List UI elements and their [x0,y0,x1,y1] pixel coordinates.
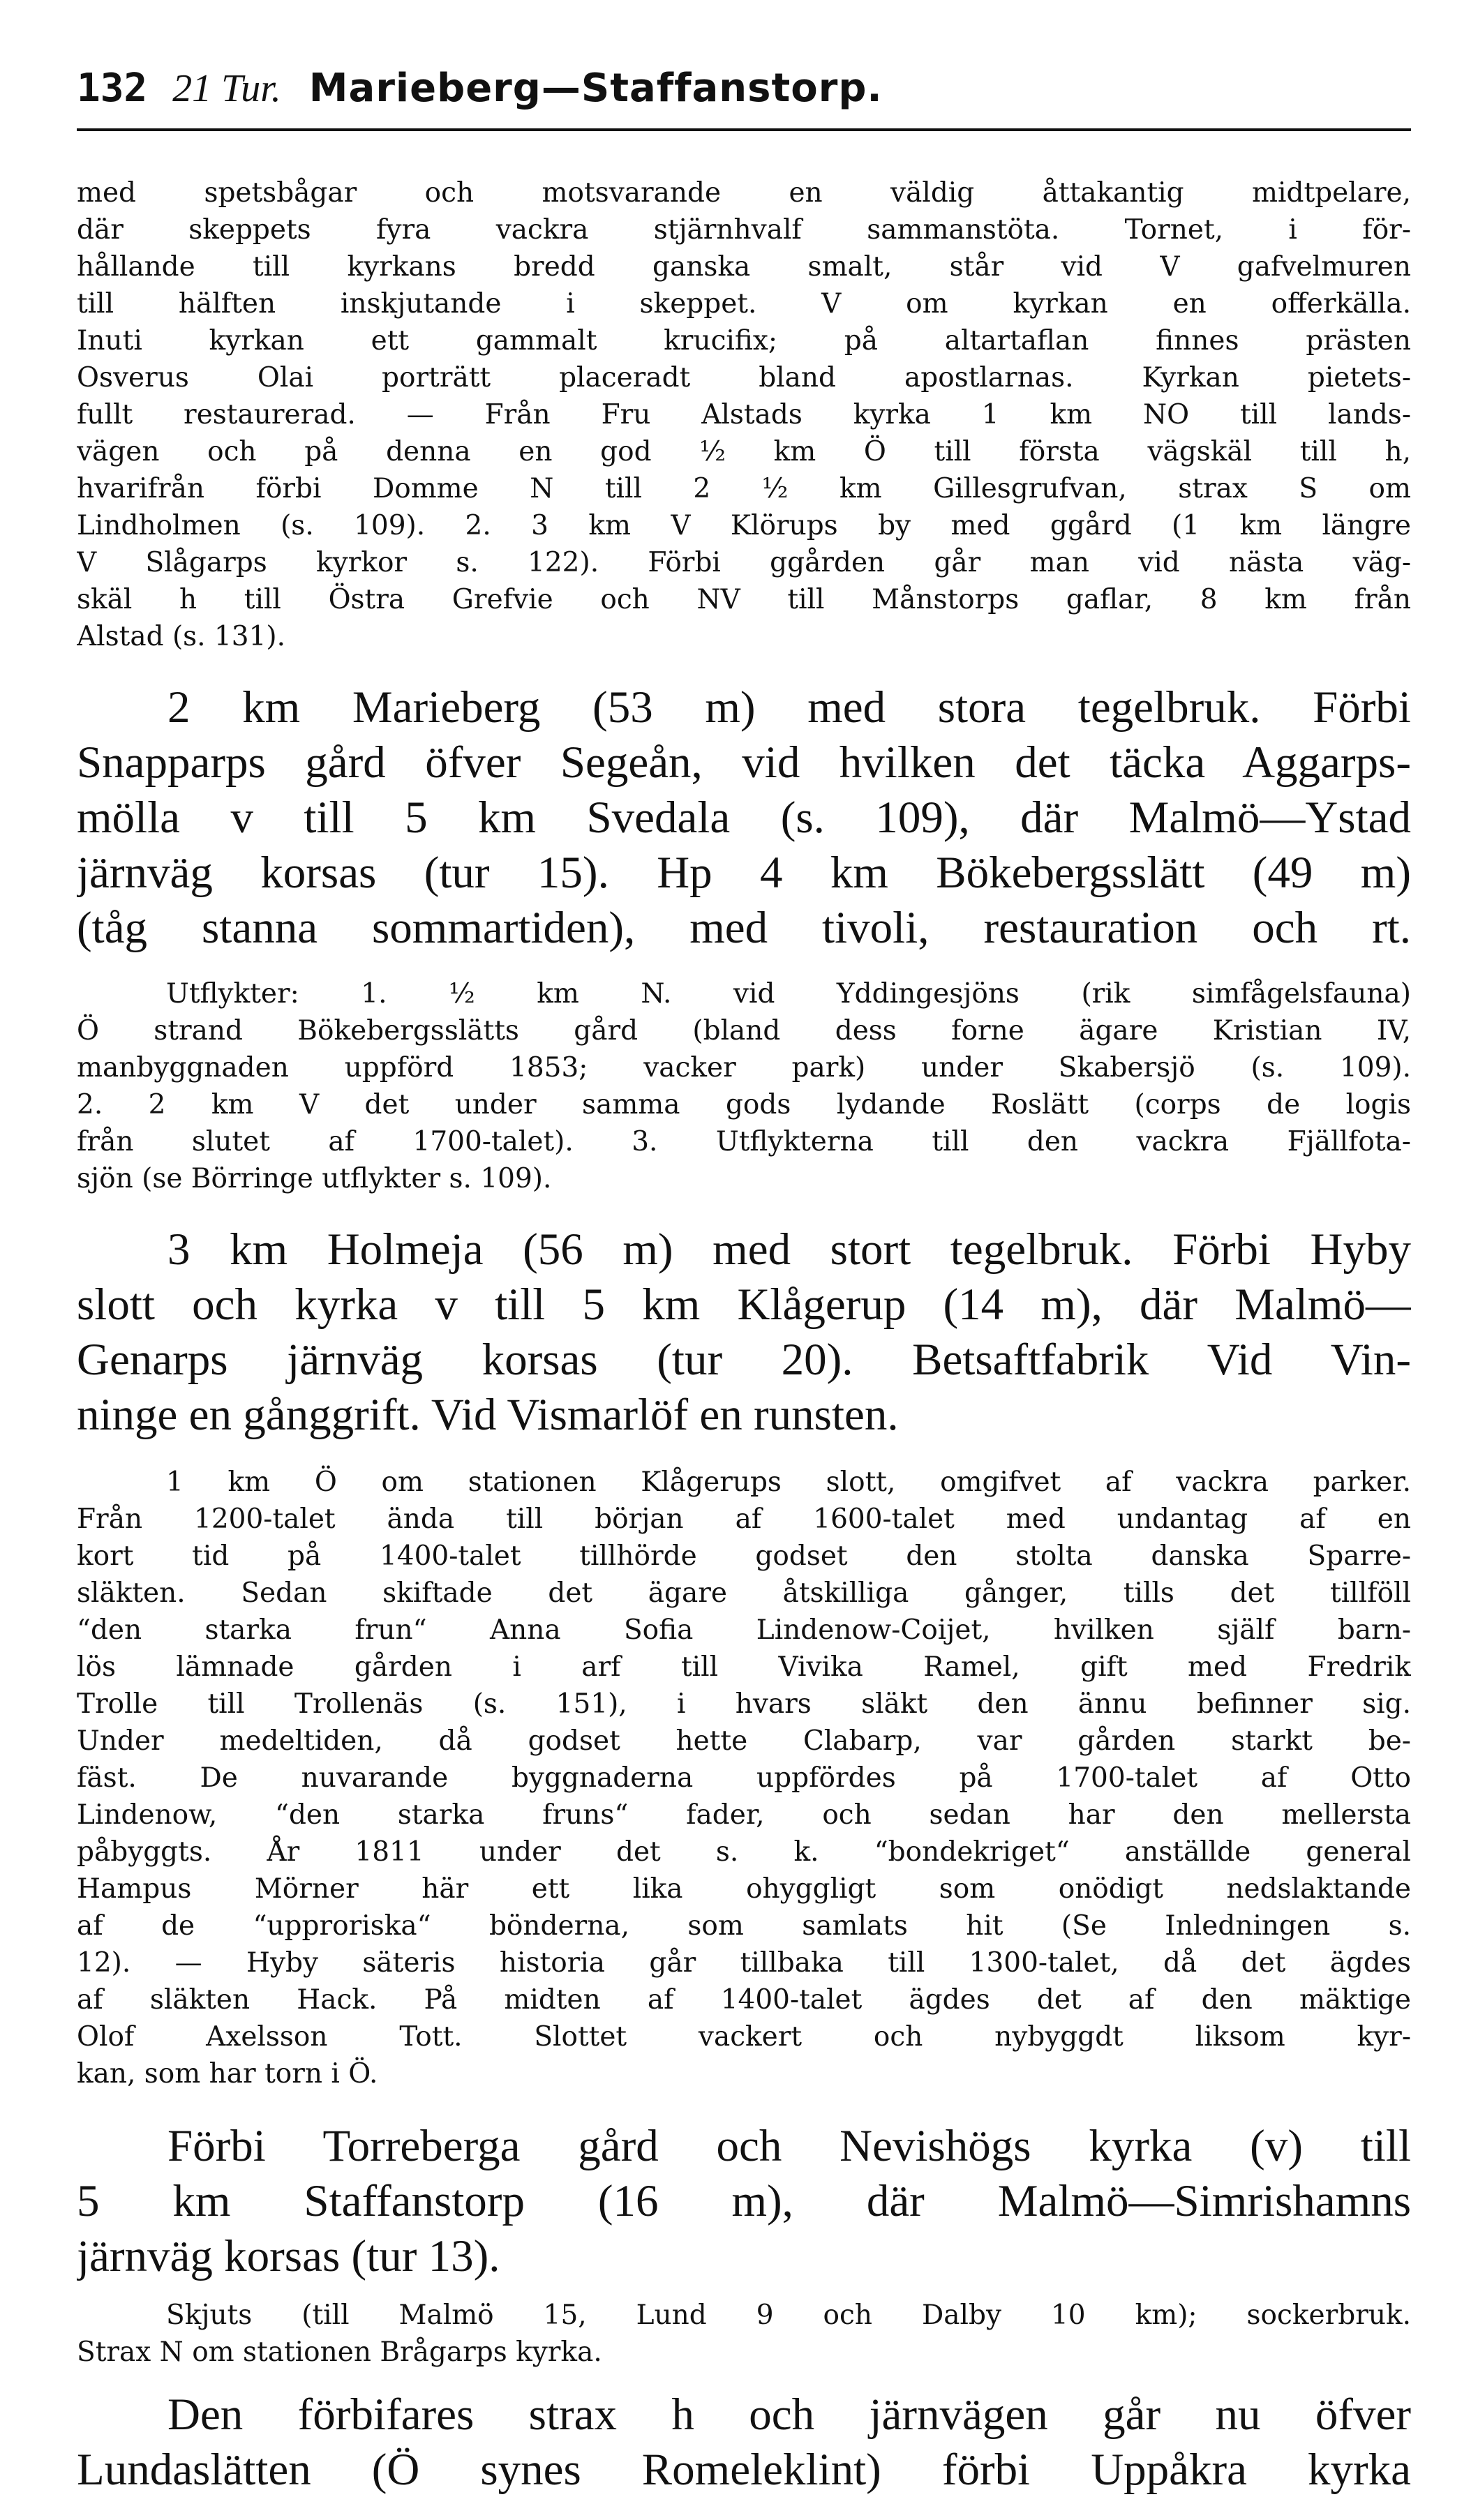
text-line: släkten. Sedan skiftade det ägare åtskilliga gånger, tills det tillföll [77,1577,1411,1609]
text-line: manbyggnaden uppförd 1853; vacker park) under Skabersjö (s. 109). [77,1052,1411,1083]
text-line: Lundaslätten (Ö synes Romeleklint) förbi Uppåkra kyrka [77,2445,1411,2495]
text-line: med spetsbågar och motsvarande en väldig åttakantig midtpelare, [77,177,1411,209]
text-line: till hälften inskjutande i skeppet. V om kyrkan en offerkälla. [77,288,1411,320]
text-line: (tåg stanna sommartiden), med tivoli, restauration och rt. [77,903,1411,953]
text-line: Snapparps gård öfver Segeån, vid hvilken det täcka Aggarps- [77,737,1411,788]
paragraph-lundaslatten [77,2387,1411,2498]
text-line: slott och kyrka v till 5 km Klågerup (14 m), där Malmö— [77,1280,1411,1330]
text-line: Under medeltiden, då godset hette Clabarp, var gården starkt be- [77,1725,1411,1757]
tour-label: 21 Tur. [172,67,281,110]
paragraph-klagerup-history [77,1464,1411,2092]
route-title: Marieberg—Staffanstorp. [308,66,883,111]
text-line: Olof Axelsson Tott. Slottet vackert och nybyggdt liksom kyr- [77,2021,1411,2053]
text-line: Lindholmen (s. 109). 2. 3 km V Klörups by med ggård (1 km längre [77,510,1411,541]
paragraph-excursions [77,975,1411,1197]
text-line: Ö strand Bökebergsslätts gård (bland dess forne ägare Kristian IV, [77,1015,1411,1047]
text-line: påbyggts. År 1811 under det s. k. “bondekriget“ anställde general [77,1836,1411,1868]
text-line: fullt restaurerad. — Från Fru Alstads kyrka 1 km NO till lands- [77,399,1411,430]
text-line: Inuti kyrkan ett gammalt krucifix; på altartaflan finnes prästen [77,325,1411,357]
text-line: där skeppets fyra vackra stjärnhvalf sammanstöta. Tornet, i för- [77,214,1411,246]
text-line: “den starka frun“ Anna Sofia Lindenow-Coijet, hvilken själf barn- [77,1614,1411,1646]
text-line: Från 1200-talet ända till början af 1600-talet med undantag af en [77,1503,1411,1535]
text-line: Alstad (s. 131). [77,621,286,652]
text-line: 5 km Staffanstorp (16 m), där Malmö—Simrishamns [77,2176,1411,2226]
text-line: Lindenow, “den starka fruns“ fader, och sedan har den mellersta [77,1799,1411,1831]
text-line: V Slågarps kyrkor s. 122). Förbi ggården går man vid nästa väg- [77,547,1411,578]
text-line: Förbi Torreberga gård och Nevishögs kyrka (v) till [167,2121,1411,2171]
text-line: hållande till kyrkans bredd ganska smalt, står vid V gafvelmuren [77,251,1411,283]
text-line: sjön (se Börringe utflykter s. 109). [77,1163,552,1194]
text-line: vägen och på denna en god ½ km Ö till första vägskäl till h, [77,436,1411,467]
paragraph-marieberg [77,680,1411,956]
text-line: skäl h till Östra Grefvie och NV till Månstorps gaflar, 8 km från [77,584,1411,615]
page-number: 132 [77,66,148,111]
text-line: från slutet af 1700-talet). 3. Utflykterna till den vackra Fjällfota- [77,1126,1411,1157]
text-line: af de “upproriska“ bönderna, som samlats hit (Se Inledningen s. [77,1910,1411,1942]
text-line: 3 km Holmeja (56 m) med stort tegelbruk. Förbi Hyby [167,1224,1411,1275]
paragraph-church-description [77,174,1411,655]
text-line: hvarifrån förbi Domme N till 2 ½ km Gillesgrufvan, strax S om [77,473,1411,504]
text-line: Osverus Olai porträtt placeradt bland apostlarnas. Kyrkan pietets- [77,362,1411,393]
text-line: Den förbifares strax h och järnvägen går nu öfver [167,2390,1411,2440]
text-line: mölla v till 5 km Svedala (s. 109), där Malmö—Ystad [77,793,1411,843]
text-line: fäst. De nuvarande byggnaderna uppfördes på 1700-talet af Otto [77,1762,1411,1794]
running-header [77,64,1411,131]
text-line: kort tid på 1400-talet tillhörde godset den stolta danska Sparre- [77,1540,1411,1572]
text-line: 1 km Ö om stationen Klågerups slott, omgifvet af vackra parker. [166,1467,1411,1498]
paragraph-staffanstorp [77,2119,1411,2284]
paragraph-holmeja [77,1222,1411,1443]
text-line: af släkten Hack. På midten af 1400-talet ägdes det af den mäktige [77,1984,1411,2016]
text-line: Utflykter: 1. ½ km N. vid Yddingesjöns (rik simfågelsfauna) [166,978,1411,1010]
text-line: Strax N om stationen Brågarps kyrka. [77,2337,602,2368]
text-line: Hampus Mörner här ett lika ohyggligt som onödigt nedslaktande [77,1873,1411,1905]
text-line: Skjuts (till Malmö 15, Lund 9 och Dalby 10 km); sockerbruk. [166,2300,1411,2331]
text-line: Genarps järnväg korsas (tur 20). Betsaftfabrik Vid Vin- [77,1335,1411,1385]
text-line: lös lämnade gården i arf till Vivika Ramel, gift med Fredrik [77,1651,1411,1683]
text-line: järnväg korsas (tur 13). [77,2231,500,2281]
text-line: 12). — Hyby säteris historia går tillbaka till 1300-talet, då det ägdes [77,1947,1411,1979]
text-line: 2 km Marieberg (53 m) med stora tegelbruk. Förbi [167,682,1411,733]
text-line: Trolle till Trollenäs (s. 151), i hvars släkt den ännu befinner sig. [77,1688,1411,1720]
paragraph-skjuts [77,2297,1411,2371]
text-line: 2. 2 km V det under samma gods lydande Roslätt (corps de logis [77,1089,1411,1120]
text-line: kan, som har torn i Ö. [77,2058,378,2090]
text-line: järnväg korsas (tur 15). Hp 4 km Bökebergsslätt (49 m) [77,848,1411,898]
text-line: ninge en gånggrift. Vid Vismarlöf en runsten. [77,1390,899,1440]
